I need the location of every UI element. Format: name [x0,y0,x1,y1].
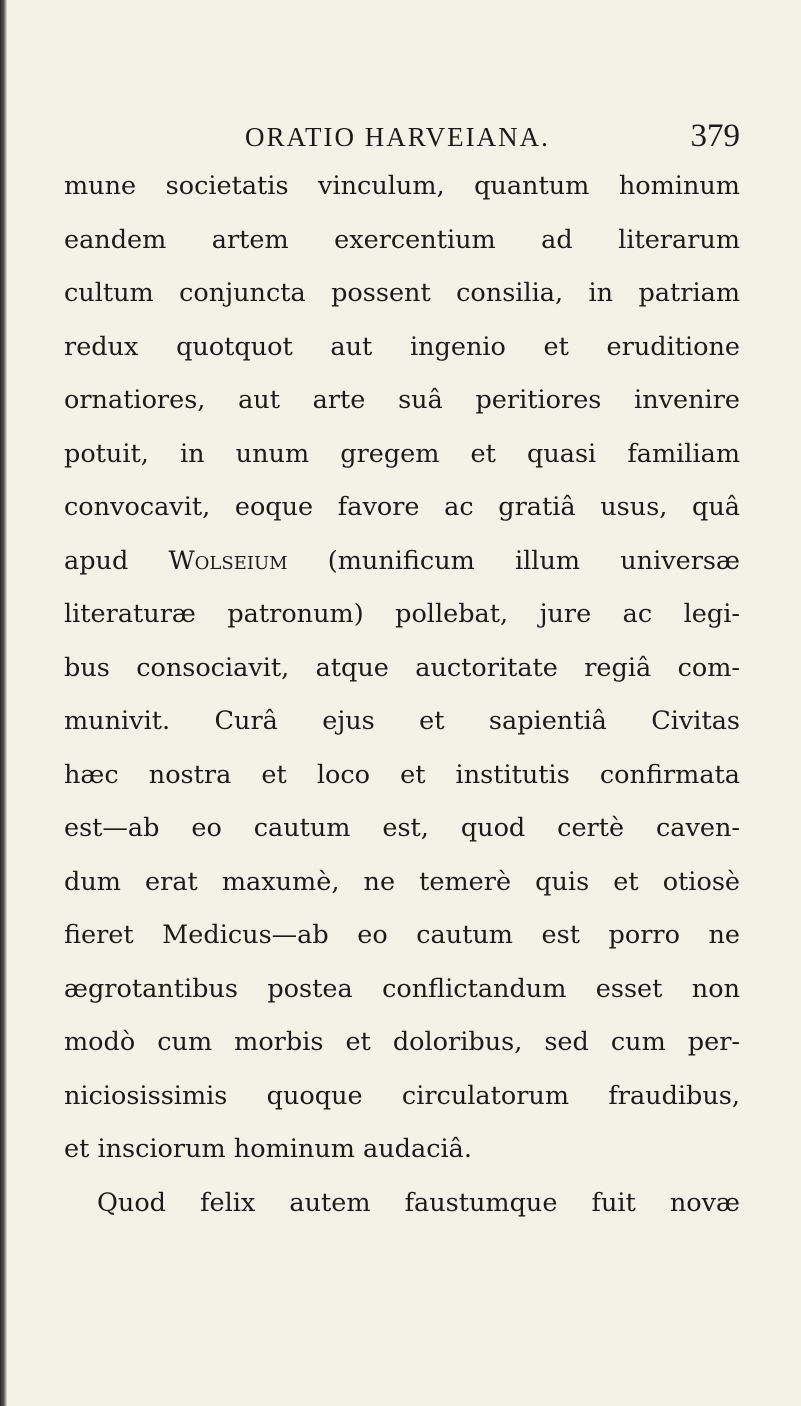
running-head: ORATIO HARVEIANA. [245,122,550,152]
text-line: literaturæ patronum) pollebat, jure ac legi- [64,599,740,629]
text-line-paragraph-start: Quod felix autem faustumque fuit novæ [97,1187,740,1218]
text-line: potuit, in unum gregem et quasi familiam [64,438,740,469]
text-line: eandem artem exercentium ad literarum [64,224,740,255]
text-line: niciosissimis quoque circulatorum fraudibus, [64,1080,740,1111]
text-line: est—ab eo cautum est, quod certè caven- [64,813,740,843]
page-number: 379 [690,118,740,154]
text-line-wolseium [64,535,740,589]
text-line: bus consociavit, atque auctoritate regiâ com- [64,652,740,683]
text-line: hæc nostra et loco et institutis confirmata [64,759,740,790]
text-line-paragraph-end: et insciorum hominum audaciâ. [64,1134,472,1164]
body-text [64,160,740,1230]
text-line: cultum conjuncta possent consilia, in patriam [64,278,740,308]
text-line: redux quotquot aut ingenio et eruditione [64,331,740,362]
text-line: mune societatis vinculum, quantum hominum [64,171,740,201]
name-wolseium: Wolseium [168,545,288,576]
text-segment: apud [64,545,169,576]
text-line: fieret Medicus—ab eo cautum est porro ne [64,920,740,950]
page-header [245,118,740,162]
text-line: convocavit, eoque favore ac gratiâ usus, quâ [64,492,740,522]
page-binding-edge [0,0,7,1406]
text-line: ægrotantibus postea conflictandum esset non [64,973,740,1004]
text-line: modò cum morbis et doloribus, sed cum per- [64,1027,740,1057]
text-segment: (munificum illum universæ [287,545,740,576]
text-line: dum erat maxumè, ne temerè quis et otiosè [64,866,740,897]
text-line: ornatiores, aut arte suâ peritiores invenire [64,385,740,415]
text-line: munivit. Curâ ejus et sapientiâ Civitas [64,706,740,736]
